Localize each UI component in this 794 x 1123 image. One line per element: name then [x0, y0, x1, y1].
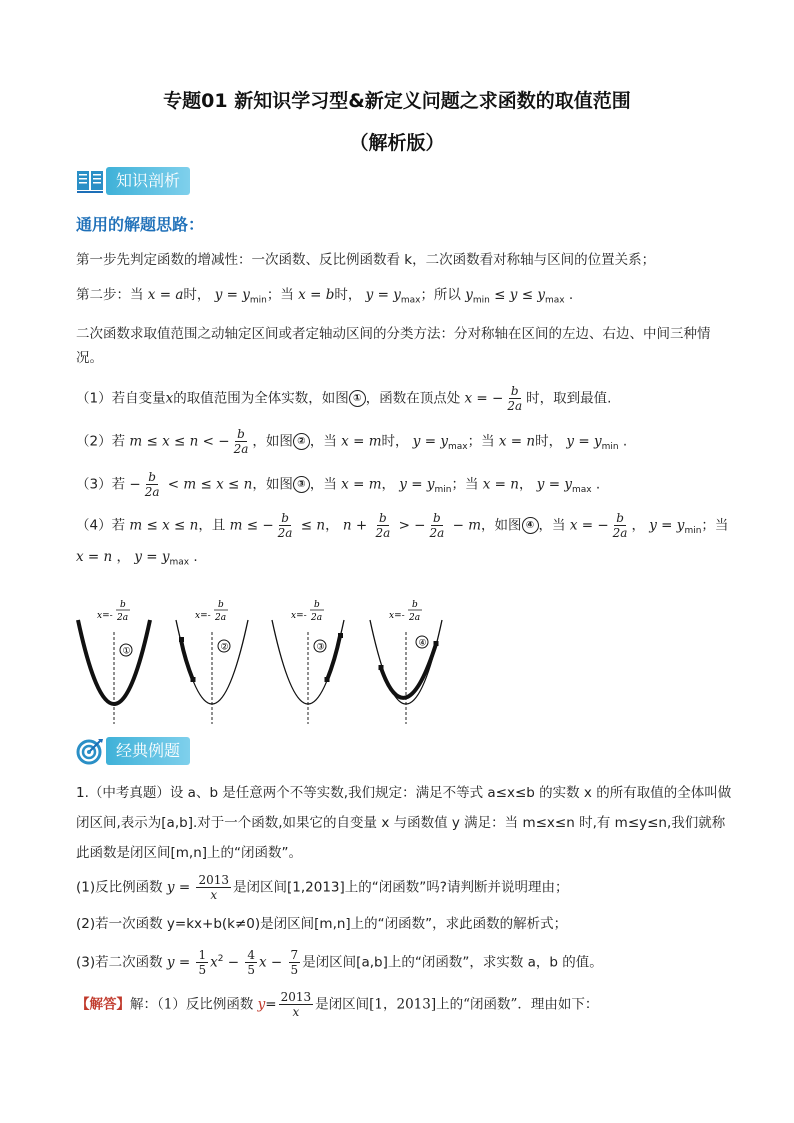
answer-line: 【解答】解：（1）反比例函数 y= $\frac{2013}{x}$ 是闭区间[1，2013]上的“闭函数”．理由如下： [76, 990, 599, 1019]
case1-text: （1）若自变量x的取值范围为全体实数，如图 ① ，函数在顶点处 x = − $\frac{b}{2a}$ 时，取到最值. [76, 384, 612, 413]
question-intro: 1.（中考真题）设 a、b 是任意两个不等实数,我们规定：满足不等式 a≤x≤b 的实数 x 的所有取值的全体叫做闭区间,表示为[a,b].对于一个函数,如果它的自变量 x 与函数值 y 满足：当 m≤x≤n 时,有 m≤y≤n,我们就称此函数是闭区间[m,n]上的“闭函数”。 [76, 785, 732, 861]
page-title: 专题01 新知识学习型&新定义问题之求函数的取值范围 [163, 90, 631, 112]
question-part1: (1)反比例函数 y = $\frac{2013}{x}$ 是闭区间[1,2013]上的“闭函数”吗?请判断并说明理由； [76, 873, 569, 902]
axis-label: x=- [195, 611, 211, 621]
figure-label: ③ [316, 642, 325, 653]
axis-num: b [218, 600, 224, 610]
case4-text: （4）若 m ≤ x ≤ n，且 m ≤ − $\frac{b}{2a}$ ≤ n， n + $\frac{b}{2a}$ > − $\frac{b}{2a}$ − m，如图 ④ ，当 x = − $\frac{b}{2a}$ ， $y = y_{min}$；当 x = n ， $y = y_{max}$ . [76, 511, 729, 568]
question-part3: (3)若二次函数 y = $\frac{1}{5}$ $x^2$ − $\frac{4}{5}$ x − $\frac{7}{5}$ 是闭区间[a,b]上的“闭函数”，求实数 a，b 的值。 [76, 948, 603, 977]
parabola-figure-3 [268, 598, 350, 726]
parabola-figure-4 [366, 598, 448, 726]
axis-num: b [412, 600, 418, 610]
banner-label: 知识剖析 [106, 167, 190, 195]
section-banner-examples [76, 736, 190, 766]
step1-text: 第一步先判定函数的增减性：一次函数、反比例函数看 k，二次函数看对称轴与区间的位置关系； [76, 252, 656, 268]
axis-den: 2a [215, 613, 227, 623]
step2-text: 第二步：当 x = a时， $y = y_{min}$；当 x = b时， $y = y_{max}$；所以 $y_{min} \le y \le y_{max}$ . [76, 287, 574, 306]
section-banner-knowledge [76, 166, 190, 196]
axis-num: b [120, 600, 126, 610]
parabola-figure-2 [172, 598, 254, 726]
axis-label: x=- [291, 611, 307, 621]
banner-label: 经典例题 [106, 737, 190, 765]
answer-tag: 【解答】 [76, 996, 130, 1013]
case3-text: （3）若 − $\frac{b}{2a}$ < m ≤ x ≤ n，如图 ③ ，当 x = m， $y = y_{min}$；当 x = n， $y = y_{max}$ . [76, 470, 601, 499]
axis-den: 2a [117, 613, 129, 623]
case2-text: （2）若 m ≤ x ≤ n < − $\frac{b}{2a}$ ，如图 ② ，当 x = m时， $y = y_{max}$；当 x = n时， $y = y_{min}$ . [76, 427, 628, 456]
parabola-figure-1 [74, 598, 156, 726]
method-text: 二次函数求取值范围之动轴定区间或者定轴动区间的分类方法：分对称轴在区间的左边、右边、中间三种情况。 [76, 326, 711, 366]
page-subtitle: （解析版） [349, 132, 445, 154]
book-icon [76, 167, 104, 195]
axis-den: 2a [311, 613, 323, 623]
figure-label: ④ [418, 638, 427, 649]
axis-den: 2a [409, 613, 421, 623]
axis-num: b [314, 600, 320, 610]
figure-label: ① [122, 646, 131, 657]
section-subtitle: 通用的解题思路： [76, 215, 205, 234]
question-part2: (2)若一次函数 y=kx+b(k≠0)是闭区间[m,n]上的“闭函数”，求此函数的解析式； [76, 916, 568, 932]
axis-label: x=- [389, 611, 405, 621]
target-icon [76, 737, 104, 765]
figure-label: ② [220, 642, 229, 653]
axis-label: x=- [97, 611, 113, 621]
